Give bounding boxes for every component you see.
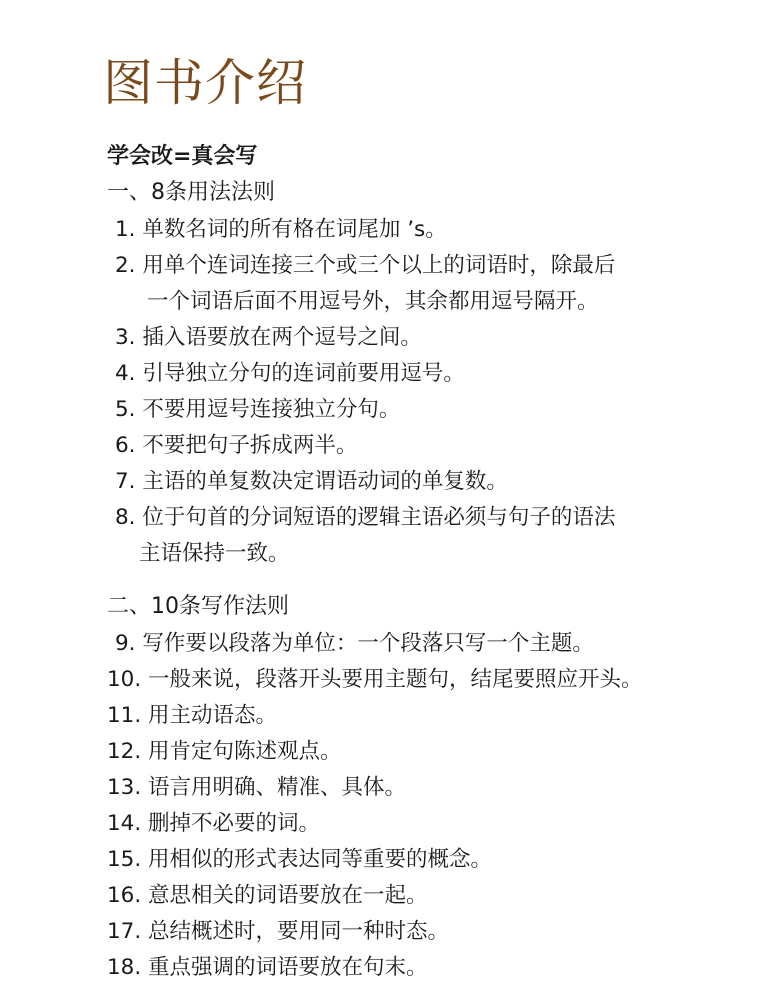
section-heading-usage-rules: 一、8条用法法则 (107, 180, 275, 205)
rule-item (115, 393, 400, 427)
rule-number: 2. (115, 253, 136, 278)
rule-number: 13. (107, 775, 142, 800)
rule-number: 15. (107, 847, 142, 872)
rule-number: 4. (115, 361, 136, 386)
rule-number: 12. (107, 739, 142, 764)
rule-text: 主语的单复数决定谓语动词的单复数。 (142, 469, 508, 494)
rule-text: 删掉不必要的词。 (148, 811, 321, 836)
rule-text: 用相似的形式表达同等重要的概念。 (148, 847, 493, 872)
rule-text: 语言用明确、精准、具体。 (148, 775, 407, 800)
rule-text: 用主动语态。 (148, 703, 278, 728)
rule-item (115, 465, 508, 499)
rule-item (115, 249, 615, 283)
rule-item (107, 663, 643, 697)
rule-text: 不要用逗号连接独立分句。 (142, 397, 401, 422)
rule-item (115, 627, 594, 661)
rule-number: 9. (115, 631, 136, 656)
rule-number: 17. (107, 919, 142, 944)
section-heading-writing-rules: 二、10条写作法则 (107, 594, 289, 619)
rule-number: 5. (115, 397, 136, 422)
page-title: 图书介绍 (103, 54, 307, 112)
rule-item (115, 357, 465, 391)
rule-text: 重点强调的词语要放在句末。 (148, 955, 428, 980)
rule-item (107, 843, 492, 877)
rule-number: 10. (107, 667, 142, 692)
rule-item (115, 213, 447, 247)
rule-item (107, 951, 428, 985)
rule-number: 6. (115, 433, 136, 458)
rule-text-continuation: 一个词语后面不用逗号外，其余都用逗号隔开。 (147, 289, 599, 314)
rule-number: 11. (107, 703, 142, 728)
rule-number: 16. (107, 883, 142, 908)
rule-item (107, 807, 320, 841)
rule-item (107, 771, 406, 805)
rule-text: 用肯定句陈述观点。 (148, 739, 342, 764)
subtitle: 学会改=真会写 (107, 144, 258, 169)
rule-text: 不要把句子拆成两半。 (142, 433, 358, 458)
rule-item (107, 915, 449, 949)
rule-item (107, 699, 277, 733)
rule-item (115, 501, 615, 535)
rule-text: 单数名词的所有格在词尾加 ’s。 (142, 217, 447, 242)
rule-number: 8. (115, 505, 136, 530)
rule-number: 7. (115, 469, 136, 494)
rule-text: 意思相关的词语要放在一起。 (148, 883, 428, 908)
rule-number: 14. (107, 811, 142, 836)
rule-text: 用单个连词连接三个或三个以上的词语时，除最后 (142, 253, 616, 278)
rule-text: 写作要以段落为单位：一个段落只写一个主题。 (142, 631, 594, 656)
rule-text: 插入语要放在两个逗号之间。 (142, 325, 422, 350)
rule-text: 总结概述时，要用同一种时态。 (148, 919, 450, 944)
rule-item (107, 879, 428, 913)
rule-item (115, 429, 357, 463)
rule-text: 一般来说，段落开头要用主题句，结尾要照应开头。 (148, 667, 643, 692)
rule-item (107, 735, 342, 769)
rule-number: 18. (107, 955, 142, 980)
rule-text: 位于句首的分词短语的逻辑主语必须与句子的语法 (142, 505, 616, 530)
rule-number: 3. (115, 325, 136, 350)
rule-text: 引导独立分句的连词前要用逗号。 (142, 361, 465, 386)
rule-text-continuation: 主语保持一致。 (139, 541, 290, 566)
rule-item (115, 321, 422, 355)
rule-number: 1. (115, 217, 136, 242)
